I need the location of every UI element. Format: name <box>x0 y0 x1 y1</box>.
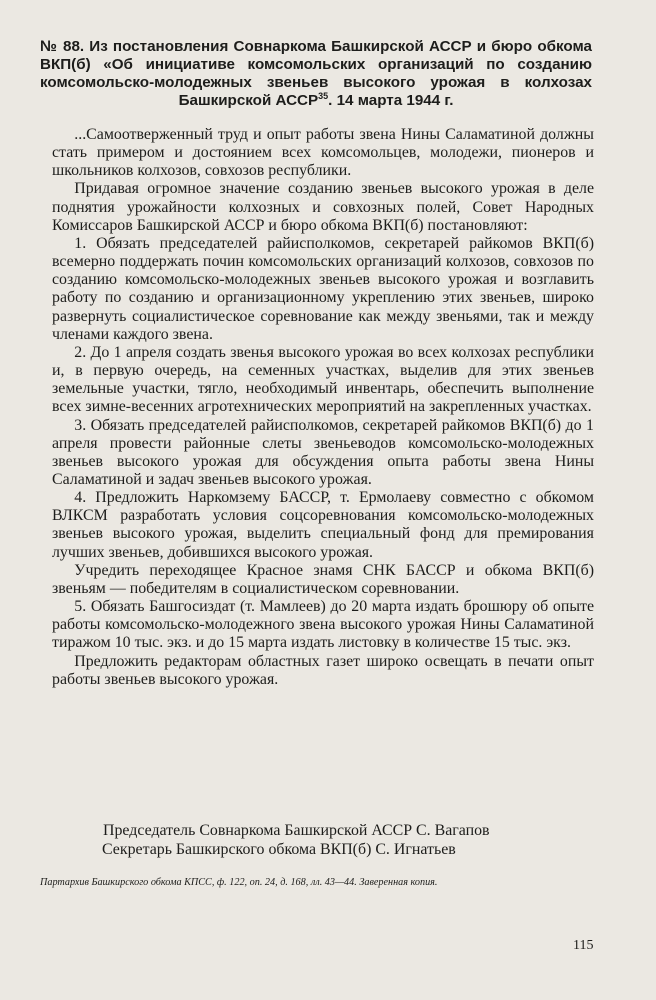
heading-main-text: № 88. Из постановления Совнаркома Башкирской АССР и бюро обкома ВКП(б) «Об инициативе комсомольских организаций по созданию комсомольско-молодежных звеньев высокого урожая в колхозах Башкирской АССР <box>40 38 592 109</box>
footnote-reference: 35 <box>318 90 329 101</box>
paragraph-item-1: 1. Обязать председателей райисполкомов, секретарей райкомов ВКП(б) всемерно поддержать почин комсомольских организаций колхозов, совхозов по созданию комсомольско-молодежных звеньев высокого урожая и возглавить работу по созданию и организационному укреплению этих звеньев, широко развернуть социалистическое соревнование как между звеньями, так и между членами каждого звена. <box>52 234 594 343</box>
paragraph-item-3: 3. Обязать председателей райисполкомов, секретарей райкомов ВКП(б) до 1 апреля провести районные слеты звеньеводов комсомольско-молодежных звеньев высокого урожая для обсуждения опыта работы звена Нины Саламатиной и задач звеньев высокого урожая. <box>52 416 594 488</box>
paragraph-intro: ...Самоотверженный труд и опыт работы звена Нины Саламатиной должны стать примером и достоянием всех комсомольцев, молодежи, пионеров и школьников колхозов, совхозов республики. <box>52 126 594 180</box>
document-heading <box>40 38 592 110</box>
page-number: 115 <box>573 938 594 953</box>
document-body <box>52 126 594 689</box>
signature-chairman: Председатель Совнаркома Башкирской АССР С. Вагапов <box>103 822 490 839</box>
heading-date: . 14 марта 1944 г. <box>328 92 454 109</box>
archive-note: Партархив Башкирского обкома КПСС, ф. 122, оп. 24, д. 168, лл. 43—44. Заверенная копия. <box>40 877 438 888</box>
paragraph-item-4: 4. Предложить Наркомзему БАССР, т. Ермолаеву совместно с обкомом ВЛКСМ разработать условия соцсоревнования комсомольско-молодежных звеньев высокого урожая, выделить специальный фонд для премирования лучших звеньев, добившихся высокого урожая. <box>52 489 594 561</box>
paragraph-preamble: Придавая огромное значение созданию звеньев высокого урожая в деле поднятия урожайности колхозных и совхозных полей, Совет Народных Комиссаров Башкирской АССР и бюро обкома ВКП(б) постановляют: <box>52 180 594 234</box>
paragraph-newspapers: Предложить редакторам областных газет широко освещать в печати опыт работы звеньев высокого урожая. <box>52 652 594 688</box>
paragraph-banner: Учредить переходящее Красное знамя СНК БАССР и обкома ВКП(б) звеньям — победителям в социалистическом соревновании. <box>52 561 594 597</box>
paragraph-item-2: 2. До 1 апреля создать звенья высокого урожая во всех колхозах республики и, в первую очередь, на семенных участках, выделив для этих звеньев земельные участки, тягло, необходимый инвентарь, обеспечить выполнение всех зимне-весенних агротехнических мероприятий на закрепленных участках. <box>52 343 594 416</box>
paragraph-item-5: 5. Обязать Башгосиздат (т. Мамлеев) до 20 марта издать брошюру об опыте работы комсомольско-молодежного звена высокого урожая Нины Саламатиной тиражом 10 тыс. экз. и до 15 марта издать листовку в количестве 15 тыс. экз. <box>52 598 594 652</box>
signature-secretary: Секретарь Башкирского обкома ВКП(б) С. Игнатьев <box>102 841 456 858</box>
